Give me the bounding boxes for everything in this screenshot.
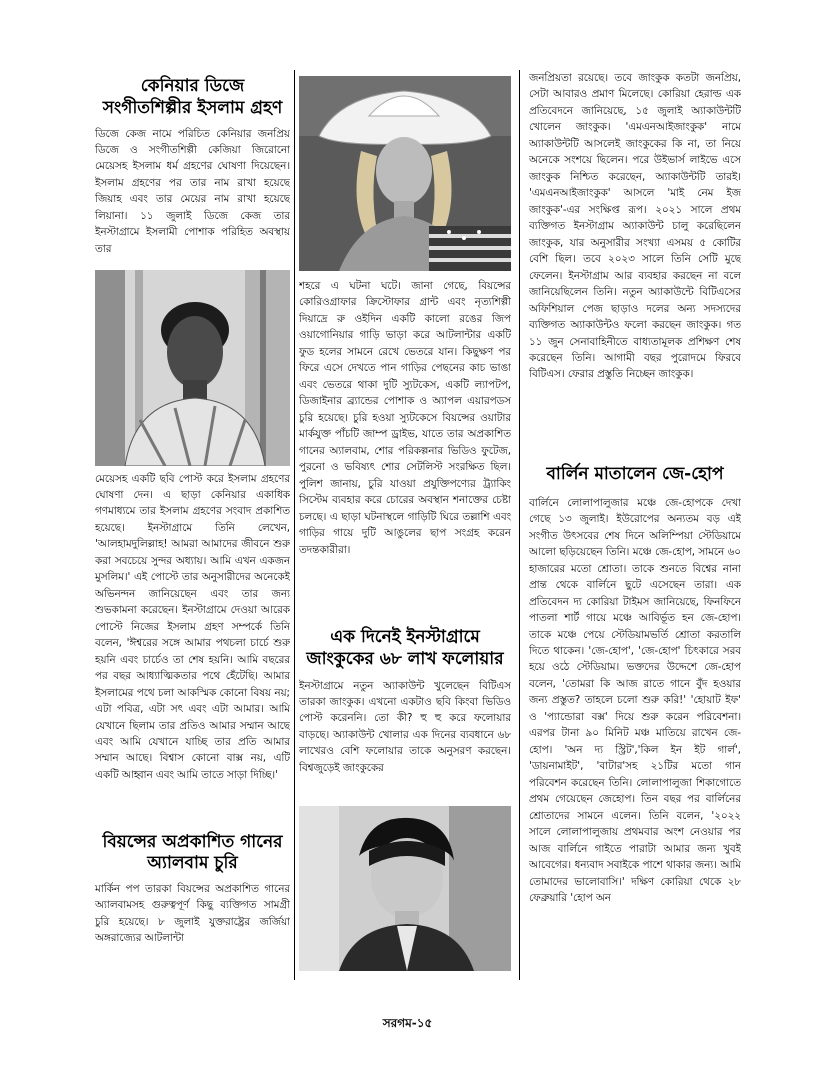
- column-3: [529, 70, 741, 979]
- beyonce-paragraph-1: মার্কিন পপ তারকা বিয়ন্সের অপ্রকাশিত গানের অ্যালবামসহ গুরুত্বপূর্ণ কিছু ব্যক্তিগত সামগ্রী চুরি হয়েছে। ৮ জুলাই যুক্তরাষ্ট্রের জর্জিয়া অঙ্গরাজ্যের আটলান্টা: [95, 883, 290, 945]
- beyonce-headline: বিয়ন্সের অপ্রকাশিত গানের অ্যালবাম চুরি: [102, 831, 283, 874]
- kenya-paragraph-2: মেয়েসহ একটি ছবি পোস্ট করে ইসলাম গ্রহণের ঘোষণা দেন। এ ছাড়া কেনিয়ার একাধিক গণমাধ্যমে তার ইসলাম গ্রহণের সংবাদ প্রকাশিত হয়েছে। ইনস্টাগ্রামে তিনি লেখেন, 'আলহামদুলিল্লাহ! আমরা আমাদের জীবনে শুরু করা সবচেয়ে সুন্দর অধ্যায়। আমি এখন একজন মুসলিম।' এই পোস্টে তার অনুসারীদের অনেকেই অভিনন্দন জানিয়েছেন এবং তার জন্য শুভকামনা করেছেন। ইনস্টাগ্রামে দেওয়া আরেক পোস্টে নিজের ইসলাম গ্রহণ সম্পর্কে তিনি বলেন, 'ঈশ্বরের সঙ্গে আমার পথচলা চার্চে শুরু হয়নি এবং চার্চেও তা শেষ হয়নি। আমি বছরের পর বছর আধ্যাত্মিকতার পথে হেঁটেছি। আমার ইসলামের পথে চলা আকস্মিক কোনো বিষয় নয়; এটা পবিত্র, এটা সৎ এবং এটা আমার। আমি যেখানে ছিলাম তার প্রতিও আমার সম্মান আছে এবং আমি যেখানে যাচ্ছি তার প্রতি আমার সম্মান আছে। বিশ্বাস কোনো বাক্স নয়, এটি একটি আহ্বান এবং আমি তাতে সাড়া দিচ্ছি।': [95, 472, 290, 781]
- column-divider-right: [519, 70, 520, 980]
- kenya-photo: [95, 270, 290, 466]
- column-divider-left: [294, 70, 295, 980]
- kenya-paragraph-1: ডিজে কেজ নামে পরিচিত কেনিয়ার জনপ্রিয় ডিজে ও সংগীতশিল্পী কেজিয়া জিরোনো মেয়েসহ ইসলাম ধর্ম গ্রহণের ঘোষণা দিয়েছেন। ইসলাম গ্রহণের পর তার নাম রাখা হয়েছে জিয়াহ এবং তার মেয়ের নাম রাখা হয়েছে লিয়ানা। ১১ জুলাই ডিজে কেজ তার ইনস্টাগ্রামে ইসলামী পোশাক পরিহিত অবস্থায় তার: [95, 127, 290, 255]
- jungkook-paragraph-2: জনপ্রিয়তা রয়েছে। তবে জাংকুক কতটা জনপ্রিয়, সেটা আবারও প্রমাণ মিলেছে। কোরিয়া হেরাল্ড এক প্রতিবেদনে জানিয়েছে, ১৫ জুলাই অ্যাকাউন্টটি খোলেন জাংকুক। 'এমএনআইজাংকুক' নামে অ্যাকাউন্টটি আসলেই জাংকুকের কি না, তা নিয়ে অনেকে সংশয়ে ছিলেন। পরে উইভার্স লাইভে এসে জাংকুক নিশ্চিত করেছেন, অ্যাকাউন্টটি তারই। 'এমএনআইজাংকুক' আসলে 'মাই নেম ইজ জাংকুক'-এর সংক্ষিপ্ত রূপ। ২০২১ সালে প্রথম ব্যক্তিগত ইনস্টাগ্রাম অ্যাকাউন্ট চালু করেছিলেন জাংকুক, যার অনুসারীর সংখ্যা এসময় ৫ কোটির বেশি ছিল। তবে ২০২৩ সালে তিনি সেটি মুছে ফেলেন। ইনস্টাগ্রাম আর ব্যবহার করছেন না বলে জানিয়েছিলেন তিনি। নতুন অ্যাকাউন্টে বিটিএসের অফিশিয়াল পেজ ছাড়াও দলের অন্য সদস্যদের ব্যক্তিগত অ্যাকাউন্টও ফলো করছেন জাংকুক। গত ১১ জুন সেনাবাহিনীতে বাধ্যতামূলক প্রশিক্ষণ শেষ করেছেন তিনি। আগামী বছর পুরোদমে ফিরবে বিটিএস। ফেরার প্রস্তুতি নিচ্ছেন জাংকুক।: [529, 72, 741, 381]
- jhope-headline: বার্লিন মাতালেন জে-হোপ: [546, 464, 724, 484]
- jungkook-paragraph-1: ইনস্টাগ্রামে নতুন অ্যাকাউন্ট খুলেছেন বিটিএস তারকা জাংকুক। এখনো একটাও ছবি কিংবা ভিডিও পোস্ট করেননি। তো কী? হু হু করে ফলোয়ার বাড়ছে। অ্যাকাউন্ট খোলার এক দিনের ব্যবধানে ৬৮ লাখেরও বেশি ফলোয়ার তাকে অনুসরণ করছেন। বিশ্বজুড়েই জাংকুকের: [299, 679, 511, 774]
- beyonce-photo: [299, 76, 511, 271]
- beyonce-paragraph-2: শহরে এ ঘটনা ঘটে। জানা গেছে, বিয়ন্সের কোরিওগ্রাফার ক্রিস্টোফার গ্রান্ট এবং নৃত্যশিল্পী দিয়াদ্রে রু ওইদিন একটি কালো রঙের জিপ ওয়াগোনিয়ার গাড়ি ভাড়া করে আটলান্টার একটি ফুড হলের সামনে রেখে ভেতরে যান। কিছুক্ষণ পর ফিরে এসে দেখতে পান গাড়ির পেছনের কাচ ভাঙা এবং ভেতরে থাকা দুটি স্যুটকেস, একটি ল্যাপটপ, ডিজাইনার ব্র্যান্ডের পোশাক ও অ্যাপল এয়ারপডস চুরি হয়েছে। চুরি হওয়া স্যুটকেসে বিয়ন্সের ওয়াটার মার্কযুক্ত পাঁচটি জাম্প ড্রাইভ, যাতে তার অপ্রকাশিত গানের অ্যালবাম, শোর পরিকল্পনার ভিডিও ফুটেজ, পুরনো ও ভবিষ্যৎ শোর সেটলিস্ট সংরক্ষিত ছিল। পুলিশ জানায়, চুরি যাওয়া প্রযুক্তিপণ্যের ট্র্যাকিং সিস্টেম ব্যবহার করে চোরের অবস্থান শনাক্তের চেষ্টা চলছে। এ ছাড়া ঘটনাস্থলে গাড়িটি ঘিরে তল্লাশি এবং গাড়ির গায়ে দুটি আঙুলের ছাপ সংগ্রহ করেন তদন্তকারীরা।: [299, 280, 511, 556]
- jungkook-photo: [299, 806, 511, 971]
- column-2: [299, 70, 511, 971]
- page-number: সরগম-১৫: [382, 1016, 433, 1030]
- jhope-paragraph-1: বার্লিনে লোলাপালুজার মঞ্চে জে-হোপকে দেখা গেছে ১৩ জুলাই। ইউরোপের অন্যতম বড় এই সংগীত উৎসবের শেষ দিনে অলিম্পিয়া স্টেডিয়ামে আলো ছড়িয়েছেন তিনি। মঞ্চে জে-হোপ, সামনে ৬০ হাজারের মতো শ্রোতা। তাকে শুনতে বিশ্বের নানা প্রান্ত থেকে বার্লিনে ছুটে এসেছেন তারা। এক প্রতিবেদন দ্য কোরিয়া টাইমস জানিয়েছে, ফিনফিনে পাতলা শার্ট গায়ে মঞ্চে আবির্ভূত হন জে-হোপ। তাকে মঞ্চে পেয়ে স্টেডিয়ামভর্তি শ্রোতা করতালি দিতে থাকেন। 'জে-হোপ', 'জে-হোপ' চিৎকারে সরব হয়ে ওঠে স্টেডিয়াম। ভক্তদের উদ্দেশে জে-হোপ বলেন, 'তোমরা কি আজ রাতে গানে বুঁদ হওয়ার জন্য প্রস্তুত? তাহলে চলো শুরু করি!' 'হোয়াট ইফ' ও 'প্যান্ডোরা বক্স' দিয়ে শুরু করেন পরিবেশনা। এরপর টানা ৯০ মিনিট মঞ্চ মাতিয়ে রাখেন জে-হোপ। 'অন দ্য স্ট্রিট','কিল ইন ইট গার্ল', 'ডায়নামাইট', 'বাটার'সহ ২১টির মতো গান পরিবেশন করেছেন তিনি। লোলাপালুজা শিকাগোতে প্রথম গেয়েছেন জেহোপ। তিন বছর পর বার্লিনের শ্রোতাদের সামনে এলেন। তিনি বলেন, '২০২২ সালে লোলাপালুজায় প্রথমবার অংশ নেওয়ার পর আজ বার্লিনে গাইতে পারাটা আমার জন্য খুবই আবেগের। ধন্যবাদ সবাইকে পাশে থাকার জন্য। আমি তোমাদের ভালোবাসি।' দক্ষিণ কোরিয়া থেকে ২৮ ফেব্রুয়ারি 'হোপ অন: [529, 496, 741, 904]
- jungkook-headline: এক দিনেই ইনস্টাগ্রামে জাংকুকের ৬৮ লাখ ফলোয়ার: [306, 627, 504, 669]
- column-1: [95, 70, 290, 949]
- kenya-headline: কেনিয়ার ডিজে সংগীতশিল্পীর ইসলাম গ্রহণ: [102, 76, 283, 118]
